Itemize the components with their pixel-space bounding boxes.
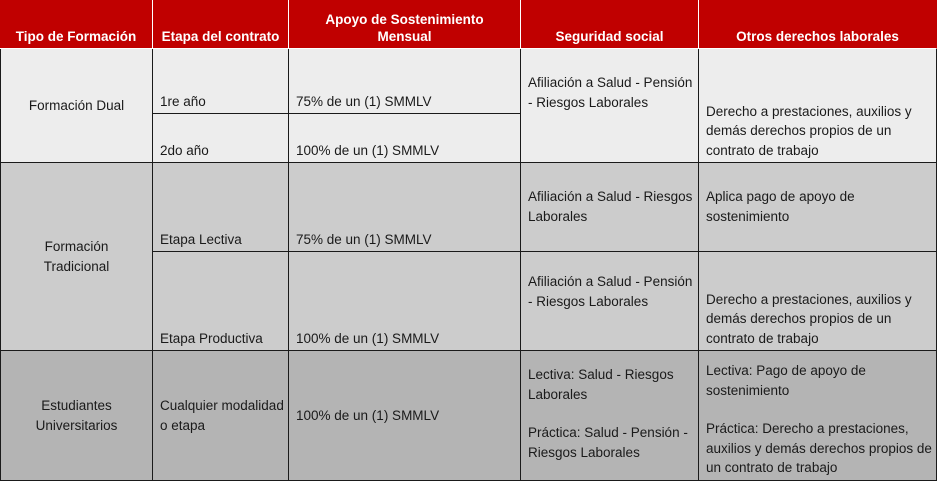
- universitarios-tipo-cell: [0, 351, 153, 481]
- header-etapa-label: Etapa del contrato: [161, 29, 280, 44]
- tradicional-seguridad2-text: Afiliación a Salud - Pensión - Riesgos Laborales: [528, 274, 693, 309]
- tradicional-otros2-cell: [699, 252, 937, 351]
- tradicional-etapa2-text: Etapa Productiva: [160, 330, 263, 346]
- dual-otros-cell: [699, 49, 937, 163]
- dual-etapa2-text: 2do año: [160, 142, 209, 158]
- dual-otros-text: Derecho a prestaciones, auxilios y demás derechos propios de un contrato de trabajo: [706, 103, 912, 158]
- dual-seguridad-cell: [521, 49, 699, 163]
- tradicional-apoyo1-text: 75% de un (1) SMMLV: [296, 231, 432, 247]
- header-etapa-contrato: [153, 0, 289, 49]
- dual-seguridad-text: Afiliación a Salud - Pensión - Riesgos Laborales: [528, 75, 693, 110]
- dual-apoyo2-text: 100% de un (1) SMMLV: [296, 142, 440, 158]
- header-otros-derechos: [699, 0, 937, 49]
- header-seguridad-social: [521, 0, 699, 49]
- header-apoyo-line2: Mensual: [377, 29, 432, 44]
- universitarios-apoyo-text: 100% de un (1) SMMLV: [296, 407, 440, 423]
- dual-tipo-cell: [0, 49, 153, 163]
- dual-apoyo2-cell: [289, 114, 521, 163]
- tradicional-etapa1-cell: [153, 163, 289, 252]
- tradicional-otros1-text: Aplica pago de apoyo de sostenimiento: [706, 189, 855, 224]
- tradicional-apoyo1-cell: [289, 163, 521, 252]
- dual-etapa1-text: 1re año: [160, 93, 206, 109]
- dual-etapa2-cell: [153, 114, 289, 163]
- dual-apoyo1-text: 75% de un (1) SMMLV: [296, 93, 432, 109]
- header-tipo-label: Tipo de Formación: [15, 29, 137, 44]
- universitarios-otros-lectiva-text: Lectiva: Pago de apoyo de sostenimiento: [706, 363, 866, 398]
- dual-tipo-text: Formación Dual: [28, 97, 125, 113]
- universitarios-seguridad-lectiva-text: Lectiva: Salud - Riesgos Laborales: [528, 367, 674, 402]
- tradicional-seguridad2-cell: [521, 252, 699, 351]
- tradicional-tipo-text: Formación Tradicional: [43, 239, 110, 274]
- tradicional-etapa1-text: Etapa Lectiva: [160, 231, 242, 247]
- universitarios-etapa-cell: [153, 351, 289, 481]
- dual-etapa1-cell: [153, 49, 289, 114]
- universitarios-etapa-text: Cualquier modalidad o etapa: [160, 398, 284, 433]
- header-tipo-formacion: [0, 0, 153, 49]
- universitarios-seguridad-cell: [521, 351, 699, 481]
- universitarios-otros-practica-text: Práctica: Derecho a prestaciones, auxilios y demás derechos propios de un contrato de trabajo: [706, 421, 932, 475]
- tradicional-tipo-cell: [0, 163, 153, 351]
- tradicional-apoyo2-text: 100% de un (1) SMMLV: [296, 330, 440, 346]
- tradicional-etapa2-cell: [153, 252, 289, 351]
- universitarios-tipo-text: Estudiantes Universitarios: [35, 398, 118, 433]
- tradicional-seguridad1-cell: [521, 163, 699, 252]
- dual-apoyo1-cell: [289, 49, 521, 114]
- universitarios-seguridad-practica-text: Práctica: Salud - Pensión - Riesgos Laborales: [528, 425, 688, 460]
- universitarios-apoyo-cell: [289, 351, 521, 481]
- tradicional-otros2-text: Derecho a prestaciones, auxilios y demás derechos propios de un contrato de trabajo: [706, 291, 912, 346]
- tradicional-apoyo2-cell: [289, 252, 521, 351]
- universitarios-otros-cell: [699, 351, 937, 481]
- header-otros-label: Otros derechos laborales: [736, 29, 899, 44]
- header-seguridad-label: Seguridad social: [555, 29, 664, 44]
- tradicional-otros1-cell: [699, 163, 937, 252]
- header-apoyo-sostenimiento: [289, 0, 521, 49]
- tradicional-seguridad1-text: Afiliación a Salud - Riesgos Laborales: [528, 189, 693, 224]
- header-apoyo-line1: Apoyo de Sostenimiento: [325, 12, 484, 27]
